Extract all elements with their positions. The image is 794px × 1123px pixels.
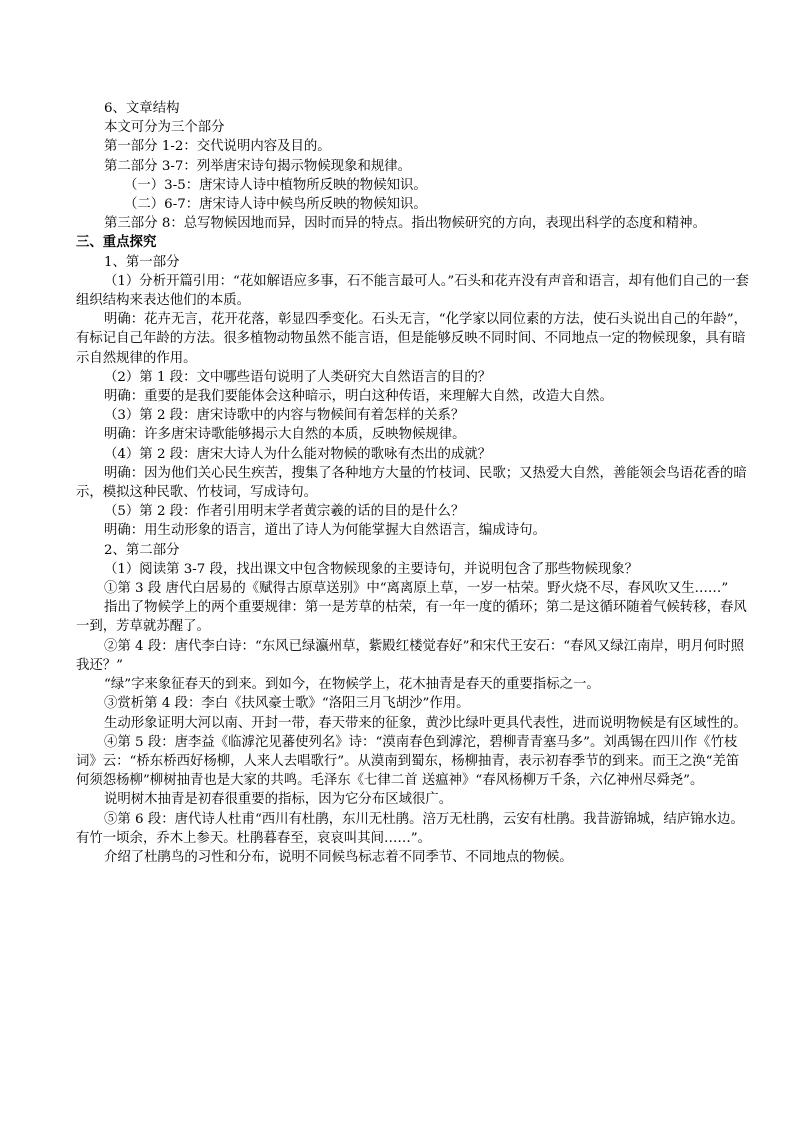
text-line: “绿”字来象征春天的到来。到如今，在物候学上，花木抽青是春天的重要指标之一。 [104, 677, 600, 693]
text-line: 明确：许多唐宋诗歌能够揭示大自然的本质，反映物候规律。 [104, 427, 466, 443]
text-line: 明确：重要的是我们要能体会这种暗示，明白这种传语，来理解大自然，改造大自然。 [104, 389, 613, 405]
text-line: 明确：用生动形象的语言，道出了诗人为何能掌握大自然语言，编成诗句。 [104, 523, 546, 539]
text-line: 第一部分 1-2：交代说明内容及目的。 [104, 139, 331, 155]
text-line: 第二部分 3-7：列举唐宋诗句揭示物候现象和规律。 [104, 158, 412, 174]
text-line: 明确：花卉无言，花开花落，彰显四季变化。石头无言，“化学家以同位素的方法，使石头说出自己的年龄”，有标记自己年龄的方法。很多植物动物虽然不能言语，但是能够反映不同时间、不同地点一定的物候现象，具有暗示自然规律的作用。 [76, 312, 748, 366]
text-line: 第三部分 8：总写物候因地而异，因时而异的特点。指出物候研究的方向，表现出科学的态度和精神。 [104, 216, 706, 232]
section-heading: 三、重点探究 [76, 235, 157, 251]
text-line: （2）第 1 段：文中哪些语句说明了人类研究大自然语言的目的？ [104, 369, 492, 385]
text-line: （1）分析开篇引用：“花如解语应多事，石不能言最可人。”石头和花卉没有声音和语言，却有他们自己的一套组织结构来表达他们的本质。 [76, 273, 749, 309]
text-line: 说明树木抽青是初春很重要的指标，因为它分布区域很广。 [104, 792, 453, 808]
text-line: 本文可分为三个部分 [104, 120, 225, 136]
text-line: 6、文章结构 [104, 101, 180, 116]
text-line: ④第 5 段：唐李益《临滹沱见蕃使列名》诗：“漠南春色到滹沱，碧柳青青塞马多”。刘禹锡在四川作《竹枝词》云：“桥东桥西好杨柳，人来人去唱歌行”。从漠南到蜀东，杨柳抽青，表示初春季节的到来。而王之涣“羌笛何须怨杨柳”柳树抽青也是大家的共鸣。毛泽东《七律二首 送瘟神》“春风杨柳万千条，六亿神州尽舜尧”。 [76, 734, 740, 789]
text-line: （一）3-5：唐宋诗人诗中植物所反映的物候知识。 [124, 177, 427, 193]
text-line: （二）6-7：唐宋诗人诗中候鸟所反映的物候知识。 [124, 197, 427, 213]
text-line: ①第 3 段 唐代白居易的《赋得古原草送别》中“离离原上草，一岁一枯荣。野火烧不尽，春风吹又生……” [104, 581, 729, 597]
text-line: （1）阅读第 3-7 段，找出课文中包含物候现象的主要诗句，并说明包含了那些物候现象？ [104, 561, 639, 577]
text-line: 明确：因为他们关心民生疾苦，搜集了各种地方大量的竹枝词、民歌；又热爱大自然，善能领会鸟语花香的暗示，模拟这种民歌、竹枝词，写成诗句。 [76, 465, 747, 501]
text-line: 2、第二部分 [104, 542, 180, 558]
text-line: ③赏析第 4 段：李白《扶风豪士歌》“洛阳三月飞胡沙”作用。 [104, 696, 470, 712]
text-line: 生动形象证明大河以南、开封一带，春天带来的征象，黄沙比绿叶更具代表性，进而说明物候是有区域性的。 [104, 715, 747, 731]
text-line: ②第 4 段：唐代李白诗：“东风已绿瀛州草，紫殿红楼觉春好”和宋代王安石：“春风又绿江南岸，明月何时照我还？” [76, 638, 745, 673]
text-line: 1、第一部分 [104, 254, 180, 270]
text-line: （4）第 2 段：唐宋大诗人为什么能对物候的歌咏有杰出的成就？ [104, 446, 492, 462]
text-line: （3）第 2 段：唐宋诗歌中的内容与物候间有着怎样的关系？ [104, 408, 465, 424]
text-line: 介绍了杜鹃鸟的习性和分布，说明不同候鸟标志着不同季节、不同地点的物候。 [104, 849, 573, 865]
text-line: 指出了物候学上的两个重要规律：第一是芳草的枯荣，有一年一度的循环；第二是这循环随着气候转移，春风一到，芳草就苏醒了。 [76, 600, 747, 635]
text-line: （5）第 2 段：作者引用明末学者黄宗羲的话的目的是什么？ [104, 504, 465, 520]
document-body [76, 99, 750, 867]
text-line: ⑤第 6 段：唐代诗人杜甫“西川有杜鹃，东川无杜鹃。涪万无杜鹃，云安有杜鹃。我昔游锦城，结庐锦水边。有竹一顷余，乔木上参天。杜鹃暮春至，哀哀叫其间……”。 [76, 811, 744, 846]
